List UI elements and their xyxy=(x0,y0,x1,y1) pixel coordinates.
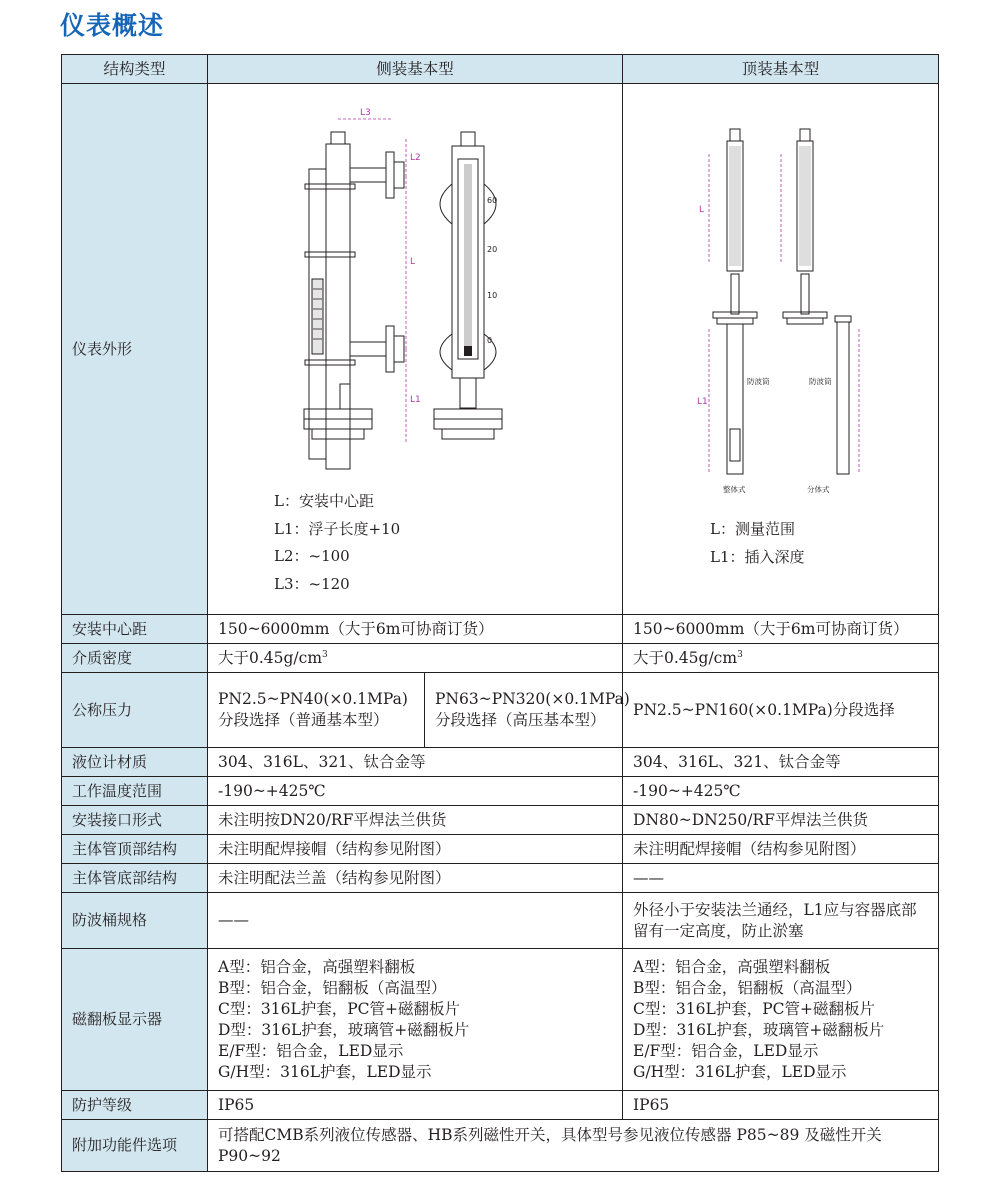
front-flange-lower-outline xyxy=(440,334,452,370)
integral-flange xyxy=(713,312,757,318)
side-value: 未注明配焊接帽（结构参见附图） xyxy=(208,835,623,864)
top-value: —— xyxy=(623,864,939,893)
row-label: 安装中心距 xyxy=(62,615,208,644)
row-label: 防护等级 xyxy=(62,1091,208,1120)
well-label-integral: 防波筒 xyxy=(747,377,770,386)
top-value: DN80~DN250/RF平焊法兰供货 xyxy=(623,806,939,835)
front-top-cap xyxy=(461,132,475,146)
side-value: —— xyxy=(208,893,623,949)
side-float xyxy=(312,279,323,354)
lower-flange-cover xyxy=(394,336,404,362)
list-item: E/F型：铝合金，LED显示 xyxy=(218,1041,404,1060)
row-label: 附加功能件选项 xyxy=(62,1120,208,1172)
upper-flange xyxy=(386,152,394,198)
table-row xyxy=(62,835,939,864)
list-item: C型：316L护套，PC管+磁翻板片 xyxy=(218,999,461,1018)
row-label: 防波桶规格 xyxy=(62,893,208,949)
header-structure-type: 结构类型 xyxy=(62,55,208,84)
header-side-mount: 侧装基本型 xyxy=(208,55,623,84)
caption-integral: 整体式 xyxy=(723,485,746,494)
table-row xyxy=(62,673,939,748)
bottom-flange-top xyxy=(304,409,372,419)
caption-split: 分体式 xyxy=(807,485,830,494)
scale-tick-60: 60 xyxy=(487,196,498,205)
appearance-row xyxy=(62,84,939,615)
scale-tick-20: 20 xyxy=(487,245,498,254)
split-stilling-well xyxy=(837,322,849,474)
list-item: B型：铝合金，铝翻板（高温型） xyxy=(218,978,447,997)
front-bottom-flange-top xyxy=(434,409,502,419)
top-mount-figure-cell xyxy=(623,84,939,615)
top-legend xyxy=(710,516,805,571)
list-item: B型：铝合金，铝翻板（高温型） xyxy=(633,978,862,997)
row-label: 液位计材质 xyxy=(62,748,208,777)
dim-l3-label: L3 xyxy=(360,108,371,118)
side-value-normal: PN2.5~PN40(×0.1MPa)分段选择（普通基本型） xyxy=(208,673,425,748)
table-row xyxy=(62,644,939,673)
side-value-list xyxy=(208,949,623,1091)
table-row xyxy=(62,864,939,893)
row-label: 公称压力 xyxy=(62,673,208,748)
dim-l2-label: L2 xyxy=(410,153,421,163)
options-value: 可搭配CMB系列液位传感器、HB系列磁性开关，具体型号参见液位传感器 P85~89 及磁性开关P90~92 xyxy=(208,1120,939,1172)
top-dim-l-label: L xyxy=(699,205,705,215)
top-value: PN2.5~PN160(×0.1MPa)分段选择 xyxy=(623,673,939,748)
table-row xyxy=(62,806,939,835)
list-item: A型：铝合金，高强塑料翻板 xyxy=(218,957,416,976)
top-value-list xyxy=(623,949,939,1091)
upper-nozzle xyxy=(350,168,386,182)
clamp-1 xyxy=(305,184,355,189)
side-top-cap xyxy=(331,132,345,144)
row-label: 主体管底部结构 xyxy=(62,864,208,893)
top-value: 大于$0.45g/cm^3$ xyxy=(623,644,939,673)
header-top-mount: 顶装基本型 xyxy=(623,55,939,84)
side-value: 大于$0.45g/cm^3$ xyxy=(208,644,623,673)
list-item: D型：316L护套，玻璃管+磁翻板片 xyxy=(218,1020,470,1039)
list-item: C型：316L护套，PC管+磁翻板片 xyxy=(633,999,876,1018)
table-row xyxy=(62,777,939,806)
row-label: 工作温度范围 xyxy=(62,777,208,806)
side-legend xyxy=(274,488,400,598)
top-value: 外径小于安装法兰通经，L1应与容器底部留有一定高度，防止淤塞 xyxy=(623,893,939,949)
side-value: 150~6000mm（大于6m可协商订货） xyxy=(208,615,623,644)
top-dim-l1-label: L1 xyxy=(697,397,708,407)
table-row xyxy=(62,1091,939,1120)
drain xyxy=(340,384,350,409)
row-label-appearance: 仪表外形 xyxy=(62,84,208,615)
row-label: 介质密度 xyxy=(62,644,208,673)
table-header-row xyxy=(62,55,939,84)
list-item: D型：316L护套，玻璃管+磁翻板片 xyxy=(633,1020,885,1039)
side-legend-line: L：安装中心距 xyxy=(274,492,374,510)
bottom-flange-bottom xyxy=(304,419,372,429)
side-main-tube xyxy=(326,144,350,469)
side-value: 未注明配法兰盖（结构参见附图） xyxy=(208,864,623,893)
row-label: 主体管顶部结构 xyxy=(62,835,208,864)
top-legend-line: L1：插入深度 xyxy=(710,547,805,566)
side-legend-line: L2：~100 xyxy=(274,547,350,565)
list-item: G/H型：316L护套，LED显示 xyxy=(633,1062,847,1081)
upper-flange-cover xyxy=(394,162,404,188)
lower-nozzle xyxy=(350,342,386,356)
clamp-3 xyxy=(305,360,355,365)
top-value: IP65 xyxy=(623,1091,939,1120)
integral-stilling-well xyxy=(727,324,743,474)
page-title: 仪表概述 xyxy=(60,11,165,40)
side-value: 未注明按DN20/RF平焊法兰供货 xyxy=(208,806,623,835)
list-item: E/F型：铝合金，LED显示 xyxy=(633,1041,819,1060)
top-value: 304、316L、321、钛合金等 xyxy=(623,748,939,777)
side-mount-drawing xyxy=(208,84,623,613)
top-legend-line: L：测量范围 xyxy=(710,520,795,538)
bottom-flange-nuts xyxy=(312,429,364,439)
scale-tick-10: 10 xyxy=(487,291,498,300)
lower-flange xyxy=(386,326,394,372)
dim-l-label: L xyxy=(410,257,416,267)
front-flange-upper-outline xyxy=(440,184,452,224)
side-legend-line: L3：~120 xyxy=(274,574,350,593)
side-legend-line: L1：浮子长度+10 xyxy=(274,519,401,538)
table-row xyxy=(62,1120,939,1172)
top-value: 未注明配焊接帽（结构参见附图） xyxy=(623,835,939,864)
side-mount-figure-cell xyxy=(208,84,623,615)
top-value: -190~+425℃ xyxy=(623,777,939,806)
side-value: -190~+425℃ xyxy=(208,777,623,806)
side-value: IP65 xyxy=(208,1091,623,1120)
dim-l1-label: L1 xyxy=(410,395,421,405)
front-bottom-flange-bottom xyxy=(434,419,502,429)
split-flange xyxy=(783,312,827,318)
top-value: 150~6000mm（大于6m可协商订货） xyxy=(623,615,939,644)
table-row xyxy=(62,893,939,949)
side-value: 304、316L、321、钛合金等 xyxy=(208,748,623,777)
side-value-high: PN63~PN320(×0.1MPa)分段选择（高压基本型） xyxy=(425,673,623,748)
spec-table xyxy=(61,54,939,1172)
row-label: 磁翻板显示器 xyxy=(62,949,208,1091)
list-item: A型：铝合金，高强塑料翻板 xyxy=(633,957,831,976)
row-label: 安装接口形式 xyxy=(62,806,208,835)
scale-tick-0: 0 xyxy=(487,336,493,345)
table-row xyxy=(62,748,939,777)
table-row xyxy=(62,949,939,1091)
well-label-split: 防波筒 xyxy=(809,377,832,386)
list-item: G/H型：316L护套，LED显示 xyxy=(218,1062,432,1081)
clamp-2 xyxy=(305,252,355,257)
table-row xyxy=(62,615,939,644)
